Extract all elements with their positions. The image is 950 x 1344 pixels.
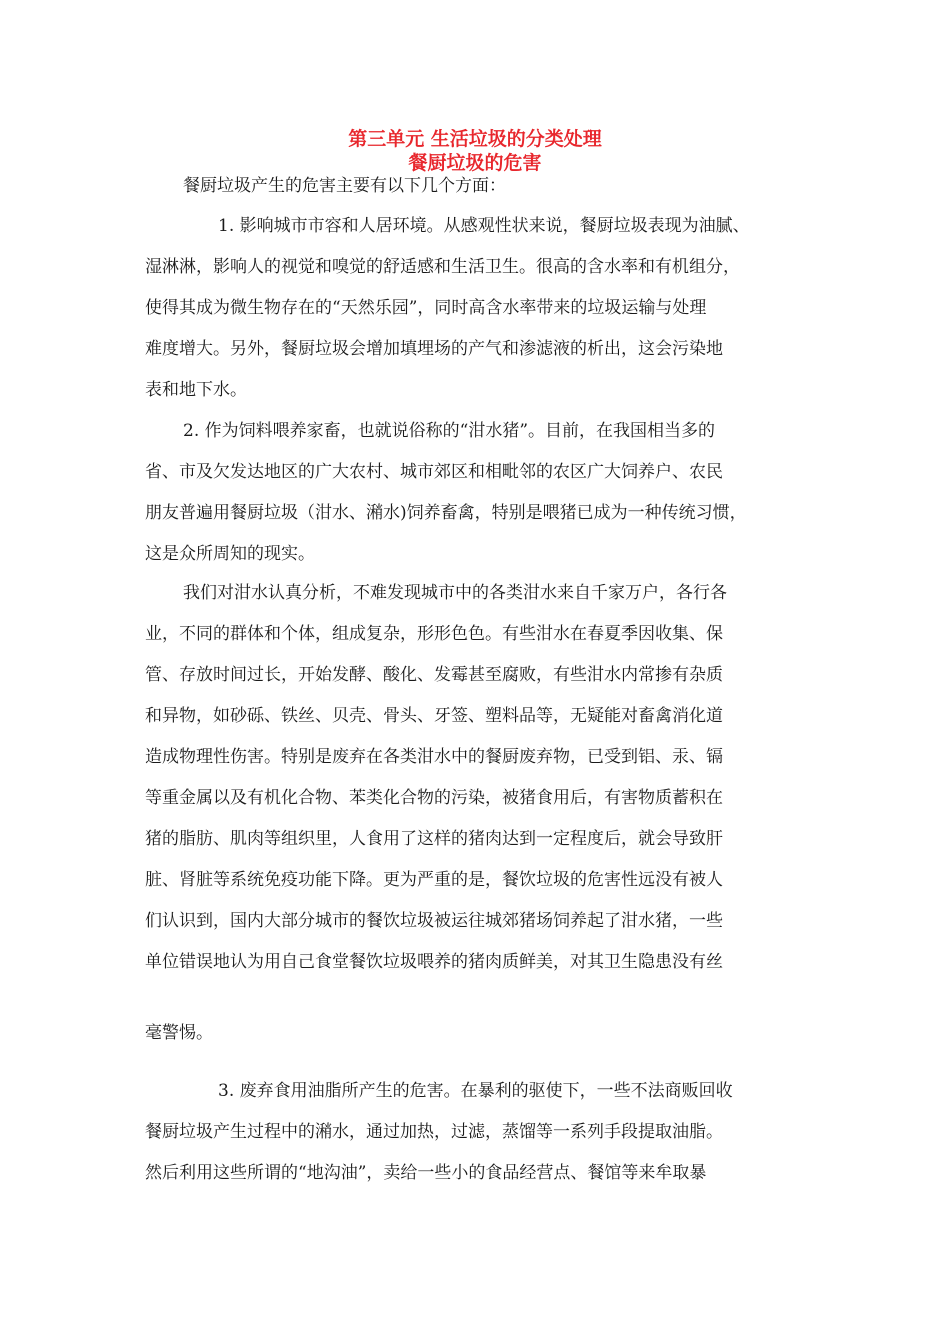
text-line: 猪的脂肪、肌肉等组织里，人食用了这样的猪肉达到一定程度后，就会导致肝 [145,829,723,849]
text-line: 省、市及欠发达地区的广大农村、城市郊区和相毗邻的农区广大饲养户、农民 [145,462,723,482]
paragraph-4 [145,1071,817,1194]
text-line: 脏、肾脏等系统免疫功能下降。更为严重的是，餐饮垃圾的危害性远没有被人 [145,870,723,890]
text-line: 朋友普遍用餐厨垃圾（泔水、潲水)饲养畜禽，特别是喂猪已成为一种传统习惯， [145,503,747,523]
text-line: 表和地下水。 [145,380,247,400]
text-line: 这是众所周知的现实。 [145,544,315,564]
paragraph-2 [145,411,817,575]
text-line: 难度增大。另外，餐厨垃圾会增加填埋场的产气和渗滤液的析出，这会污染地 [145,339,723,359]
text-line: 2. 作为饲料喂养家畜，也就说俗称的“泔水猪”。目前，在我国相当多的 [183,421,716,441]
text-line: 管、存放时间过长，开始发酵、酸化、发霉甚至腐败，有些泔水内常掺有杂质 [145,665,723,685]
text-line: 毫警惕。 [145,1023,213,1043]
text-line: 然后利用这些所谓的“地沟油”，卖给一些小的食品经营点、餐馆等来牟取暴 [145,1163,707,1183]
text-line: 我们对泔水认真分析，不难发现城市中的各类泔水来自千家万户，各行各 [183,583,727,603]
text-line: 和异物，如砂砾、铁丝、贝壳、骨头、牙签、塑料品等，无疑能对畜禽消化道 [145,706,723,726]
intro-paragraph [183,170,855,202]
text-line: 使得其成为微生物存在的“天然乐园”，同时高含水率带来的垃圾运输与处理 [145,298,707,318]
text-line: 等重金属以及有机化合物、苯类化合物的污染，被猪食用后，有害物质蓄积在 [145,788,723,808]
unit-title: 第三单元 生活垃圾的分类处理 [348,128,602,150]
text-line: 1. 影响城市市容和人居环境。从感观性状来说，餐厨垃圾表现为油腻、 [218,216,750,236]
paragraph-3-tail [145,1013,817,1054]
text-line: 业，不同的群体和个体，组成复杂，形形色色。有些泔水在春夏季因收集、保 [145,624,723,644]
paragraph-1 [145,206,817,411]
text-line: 们认识到，国内大部分城市的餐饮垃圾被运往城郊猪场饲养起了泔水猪，一些 [145,911,723,931]
section-title: 餐厨垃圾的危害 [408,152,542,174]
text-line: 3. 废弃食用油脂所产生的危害。在暴利的驱使下，一些不法商贩回收 [218,1081,733,1101]
text-line: 造成物理性伤害。特别是废弃在各类泔水中的餐厨废弃物，已受到铝、汞、镉 [145,747,723,767]
text-line: 餐厨垃圾产生过程中的潲水，通过加热，过滤，蒸馏等一系列手段提取油脂。 [145,1122,723,1142]
text-line: 湿淋淋，影响人的视觉和嗅觉的舒适感和生活卫生。很高的含水率和有机组分， [145,257,740,277]
text-line: 单位错误地认为用自己食堂餐饮垃圾喂养的猪肉质鲜美，对其卫生隐患没有丝 [145,952,723,972]
paragraph-3 [145,573,817,983]
text-line: 餐厨垃圾产生的危害主要有以下几个方面： [183,176,506,196]
